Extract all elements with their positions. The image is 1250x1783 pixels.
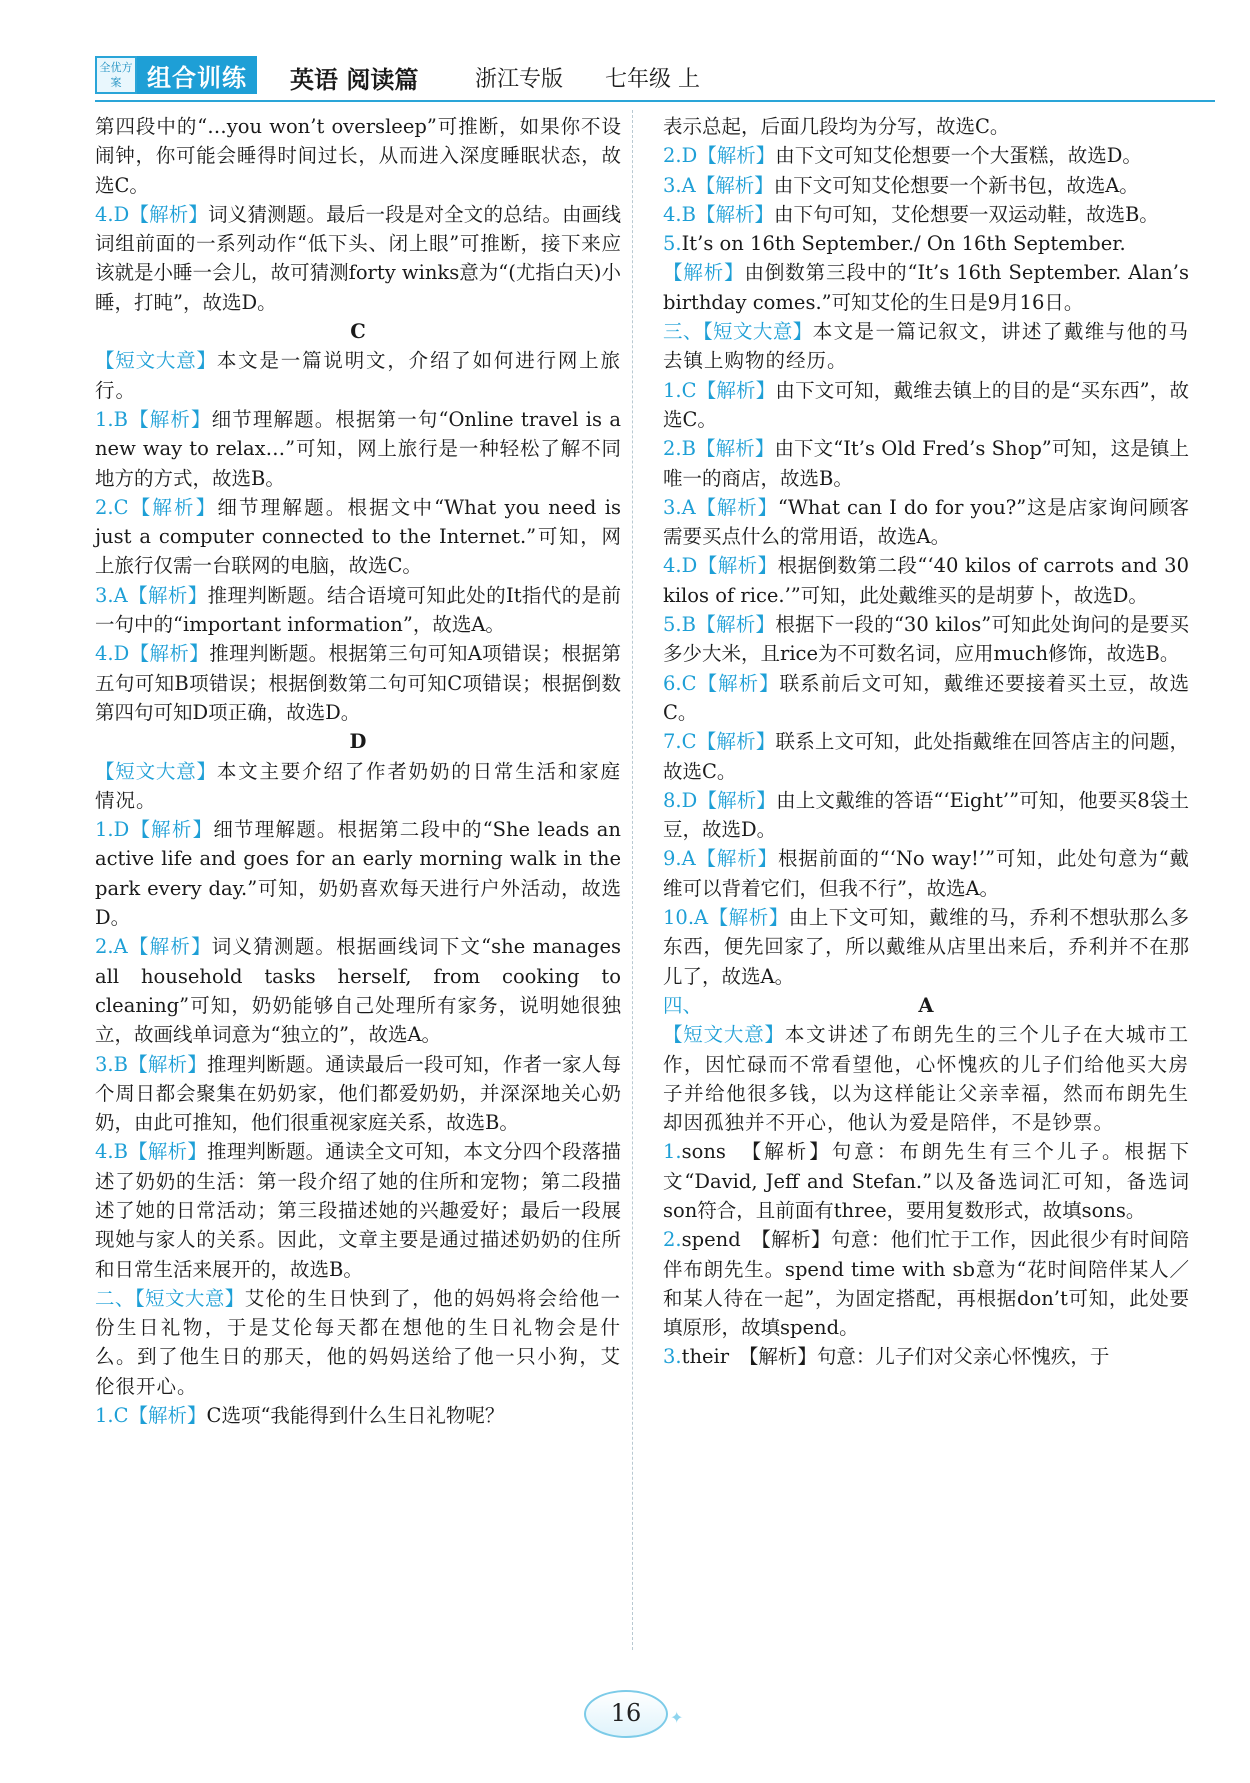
answer-text: spend 【解析】句意：他们忙于工作，因此很少有时间陪伴布朗先生。spend time with sb意为“花时间陪伴某人／和某人待在一起”，为固定搭配，再根据don’t可知，此处要填原形，故填spend。: [663, 1228, 1189, 1340]
analysis-tag: 【解析】: [695, 202, 774, 226]
logo-badge: 全优方案: [95, 56, 137, 94]
series-logo: [95, 56, 257, 94]
analysis-tag: 【解析】: [695, 613, 776, 637]
answer-item: [663, 727, 1189, 786]
answer-text: 由下文可知，戴维去镇上的目的是“买东西”，故选C。: [663, 378, 1189, 431]
answer-text: 词义猜测题。根据画线词下文“she manages all household tasks herself, from cooking to cleaning”可知，奶奶能够自己处理所有家务，说明她很独立，故画线单词意为“独立的”，故选A。: [95, 935, 621, 1047]
answer-text: 细节理解题。根据第二段中的“She leads an active life and goes for an early morning walk in the park every day.”可知，奶奶喜欢每天进行户外活动，故选D。: [95, 818, 621, 930]
analysis-tag: 【解析】: [696, 671, 780, 695]
analysis-tag: 【解析】: [127, 407, 212, 431]
answer-text: 由下文可知艾伦想要一个大蛋糕，故选D。: [775, 144, 1142, 168]
analysis-tag: 【解析】: [128, 1404, 207, 1428]
header-rule: [95, 100, 1215, 102]
answer-number: 3.A: [663, 495, 696, 519]
answer-text: 推理判断题。根据第三句可知A项错误；根据第五句可知B项错误；根据倒数第二句可知C项错误；根据倒数第四句可知D项正确，故选D。: [95, 642, 621, 724]
answer-item: [663, 434, 1189, 493]
answer-text: 由下句可知，艾伦想要一双运动鞋，故选B。: [773, 202, 1159, 226]
answer-item: [95, 932, 621, 1049]
answer-text: 联系前后文可知，戴维还要接着买土豆，故选C。: [663, 671, 1189, 724]
answer-text: 推理判断题。结合语境可知此处的It指代的是前一句中的“important information”，故选A。: [95, 583, 621, 637]
analysis-tag: 【解析】: [129, 202, 209, 226]
section-heading: A: [918, 993, 934, 1017]
answer-item: [663, 141, 1189, 170]
answer-item: [663, 551, 1189, 610]
answer-number: 4.B: [663, 202, 696, 226]
answer-item: [663, 844, 1189, 903]
answer-item: [663, 1137, 1189, 1225]
answer-text: “What can I do for you?”这是店家询问顾客需要买点什么的常用语，故选A。: [663, 495, 1189, 549]
answer-text: It’s on 16th September./ On 16th September.: [681, 232, 1126, 256]
analysis-tag: 【解析】: [695, 437, 775, 461]
answer-item: [95, 639, 621, 727]
answer-number: 4.D: [663, 554, 698, 578]
answer-item: [95, 200, 621, 317]
answer-text: 根据前面的“‘No way!’”可知，此处句意为“戴维可以背着它们，但我不行”，故选A。: [663, 847, 1189, 900]
answer-number: 2.B: [663, 437, 696, 461]
answer-text: sons 【解析】句意：布朗先生有三个儿子。根据下文“David, Jeff and Stefan.”以及备选词汇可知，备选词son符合，且前面有three，要用复数形式，故填sons。: [663, 1140, 1189, 1222]
left-column: [95, 112, 621, 1430]
answer-number: 9.A: [663, 847, 696, 871]
summary-text: 本文是一篇记叙文，讲述了戴维与他的马去镇上购物的经历。: [663, 320, 1189, 373]
answer-text: 细节理解题。根据第一句“Online travel is a new way to relax…”可知，网上旅行是一种轻松了解不同地方的方式，故选B。: [95, 407, 621, 490]
analysis-tag: 【解析】: [697, 144, 776, 168]
answer-number: 4.D: [95, 642, 130, 666]
analysis-tag: 【解析】: [127, 1140, 208, 1164]
answer-text: 表示总起，后面几段均为分写，故选C。: [663, 115, 1010, 138]
answer-item: [663, 258, 1189, 317]
answer-text: 根据下一段的“30 kilos”可知此处询问的是要买多少大米，且rice为不可数名词，应用much修饰，故选B。: [663, 613, 1189, 666]
answer-number: 5.B: [663, 613, 696, 637]
answer-item: [95, 1050, 621, 1138]
text-paragraph: [95, 112, 621, 200]
section-heading: C: [350, 320, 366, 344]
answer-number: 1.C: [95, 1404, 129, 1428]
analysis-tag: 【解析】: [696, 730, 776, 754]
answer-number: 7.C: [663, 730, 697, 754]
answer-number: 10.A: [663, 906, 709, 930]
answer-number: 2.D: [663, 144, 698, 168]
analysis-tag: 【解析】: [127, 583, 208, 607]
answer-item: [663, 610, 1189, 669]
answer-number: 1.: [663, 1140, 682, 1164]
analysis-tag: 【解析】: [127, 1052, 208, 1076]
answer-item: [663, 376, 1189, 435]
answer-text: 推理判断题。通读全文可知，本文分四个段落描述了奶奶的生活：第一段介绍了她的住所和宠物；第二段描述了她的日常活动；第三段描述她的兴趣爱好；最后一段展现她与家人的关系。因此，文章主要是通过描述奶奶的住所和日常生活来展开的，故选B。: [95, 1140, 621, 1281]
summary-tag: 【短文大意】: [95, 349, 217, 373]
answer-item: [663, 786, 1189, 845]
page-number-badge: [584, 1690, 684, 1738]
passage-summary: [95, 757, 621, 816]
summary-tag: 【短文大意】: [95, 759, 217, 783]
answer-number: 3.B: [95, 1052, 128, 1076]
answer-item: [95, 1137, 621, 1283]
answer-number: 1.D: [95, 818, 130, 842]
answer-text: 由下文“It’s Old Fred’s Shop”可知，这是镇上唯一的商店，故选B。: [663, 437, 1189, 490]
answer-item: [663, 1225, 1189, 1342]
answer-text: 词义猜测题。最后一段是对全文的总结。由画线词组前面的一系列动作“低下头、闭上眼”可推断，接下来应该就是小睡一会儿，故可猜测forty winks意为“(尤指白天)小睡，打盹”，故选D。: [95, 202, 621, 314]
analysis-tag: 【解析】: [663, 261, 745, 285]
answer-item: [95, 581, 621, 640]
answer-item: [663, 493, 1189, 552]
answer-number: 4.B: [95, 1140, 128, 1164]
answer-text: 由上下文可知，戴维的马，乔利不想驮那么多东西，便先回家了，所以戴维从店里出来后，乔利并不在那儿了，故选A。: [663, 906, 1189, 988]
right-column: [663, 112, 1189, 1372]
page-number: 16: [610, 1699, 642, 1727]
section-heading: D: [349, 730, 367, 754]
summary-text: 本文主要介绍了作者奶奶的日常生活和家庭情况。: [95, 759, 621, 812]
logo-title: 组合训练: [137, 56, 257, 94]
answer-item: [95, 1401, 621, 1430]
answer-text: 推理判断题。通读最后一段可知，作者一家人每个周日都会聚集在奶奶家，他们都爱奶奶，并深深地关心奶奶，由此可推知，他们很重视家庭关系，故选B。: [95, 1052, 621, 1135]
part-number: 三、: [663, 320, 703, 344]
sparkle-icon: ✦: [670, 1708, 684, 1727]
analysis-tag: 【解析】: [696, 378, 776, 402]
summary-text: 本文讲述了布朗先生的三个儿子在大城市工作，因忙碌而不常看望他，心怀愧疚的儿子们给他买大房子并给他很多钱，以为这样能让父亲幸福，然而布朗先生却因孤独并不开心，他认为爱是陪伴，不是钞票。: [663, 1023, 1189, 1135]
page-header: [95, 52, 1215, 102]
analysis-tag: 【解析】: [127, 935, 212, 959]
analysis-tag: 【解析】: [129, 642, 210, 666]
answer-number: 4.D: [95, 202, 130, 226]
summary-text: 艾伦的生日快到了，他的妈妈将会给他一份生日礼物，于是艾伦每天都在想他的生日礼物会是什么。到了他生日的那天，他的妈妈送给了他一只小狗，艾伦很开心。: [95, 1286, 621, 1398]
analysis-tag: 【解析】: [695, 173, 774, 197]
summary-tag: 【短文大意】: [663, 1023, 785, 1047]
answer-item: [663, 229, 1189, 258]
answer-item: [663, 171, 1189, 200]
answer-item: [663, 669, 1189, 728]
answer-item: [95, 815, 621, 932]
answer-text: their 【解析】句意：儿子们对父亲心怀愧疚，于: [681, 1345, 1110, 1369]
summary-text: 本文是一篇说明文，介绍了如何进行网上旅行。: [95, 349, 621, 402]
answer-item: [663, 903, 1189, 991]
answer-text: 由上文戴维的答语“‘Eight’”可知，他要买8袋土豆，故选D。: [663, 788, 1189, 842]
analysis-tag: 【解析】: [129, 818, 214, 842]
answer-number: 2.C: [95, 495, 129, 519]
passage-summary: [95, 1284, 621, 1401]
answer-number: 5.: [663, 232, 682, 256]
answer-text: 联系上文可知，此处指戴维在回答店主的问题，故选C。: [663, 730, 1189, 783]
passage-summary: [663, 317, 1189, 376]
answer-number: 3.A: [663, 173, 696, 197]
answer-text: 细节理解题。根据文中“What you need is just a computer connected to the Internet.”可知，网上旅行仅需一台联网的电脑，故选C。: [95, 495, 621, 578]
answer-text: C选项“我能得到什么生日礼物呢？: [206, 1404, 505, 1428]
book-grade: 七年级 上: [605, 67, 700, 92]
answer-number: 1.C: [663, 378, 697, 402]
answer-text: 第四段中的“…you won’t oversleep”可推断，如果你不设闹钟，你可能会睡得时间过长，从而进入深度睡眠状态，故选C。: [95, 115, 621, 197]
answer-number: 2.A: [95, 935, 128, 959]
passage-summary: [663, 1020, 1189, 1137]
answer-item: [663, 200, 1189, 229]
passage-summary: [95, 346, 621, 405]
analysis-tag: 【解析】: [708, 906, 789, 930]
answer-item: [663, 1342, 1189, 1371]
answer-number: 6.C: [663, 671, 697, 695]
summary-tag: 【短文大意】: [134, 1286, 245, 1310]
section-heading-row: [663, 991, 1189, 1020]
book-edition: 浙江专版: [475, 67, 564, 92]
text-paragraph: [663, 112, 1189, 141]
analysis-tag: 【解析】: [697, 554, 778, 578]
answer-item: [95, 405, 621, 493]
answer-text: 由下文可知艾伦想要一个新书包，故选A。: [773, 173, 1139, 197]
part-number: 四、: [663, 993, 703, 1017]
answer-number: 2.: [663, 1228, 682, 1252]
answer-item: [95, 493, 621, 581]
analysis-tag: 【解析】: [695, 847, 778, 871]
analysis-tag: 【解析】: [128, 495, 218, 519]
answer-number: 3.: [663, 1345, 682, 1369]
answer-number: 8.D: [663, 788, 698, 812]
analysis-tag: 【解析】: [695, 495, 778, 519]
answer-text: 根据倒数第二段“‘40 kilos of carrots and 30 kilos of rice.’”可知，此处戴维买的是胡萝卜，故选D。: [663, 554, 1189, 607]
analysis-tag: 【解析】: [697, 788, 777, 812]
book-subject: 英语 阅读篇: [290, 66, 419, 94]
answer-number: 3.A: [95, 583, 128, 607]
column-divider: [632, 110, 633, 1650]
part-number: 二、: [95, 1286, 135, 1310]
answer-number: 1.B: [95, 407, 128, 431]
summary-tag: 【短文大意】: [702, 320, 813, 344]
answer-text: 由倒数第三段中的“It’s 16th September. Alan’s birthday comes.”可知艾伦的生日是9月16日。: [663, 261, 1189, 314]
